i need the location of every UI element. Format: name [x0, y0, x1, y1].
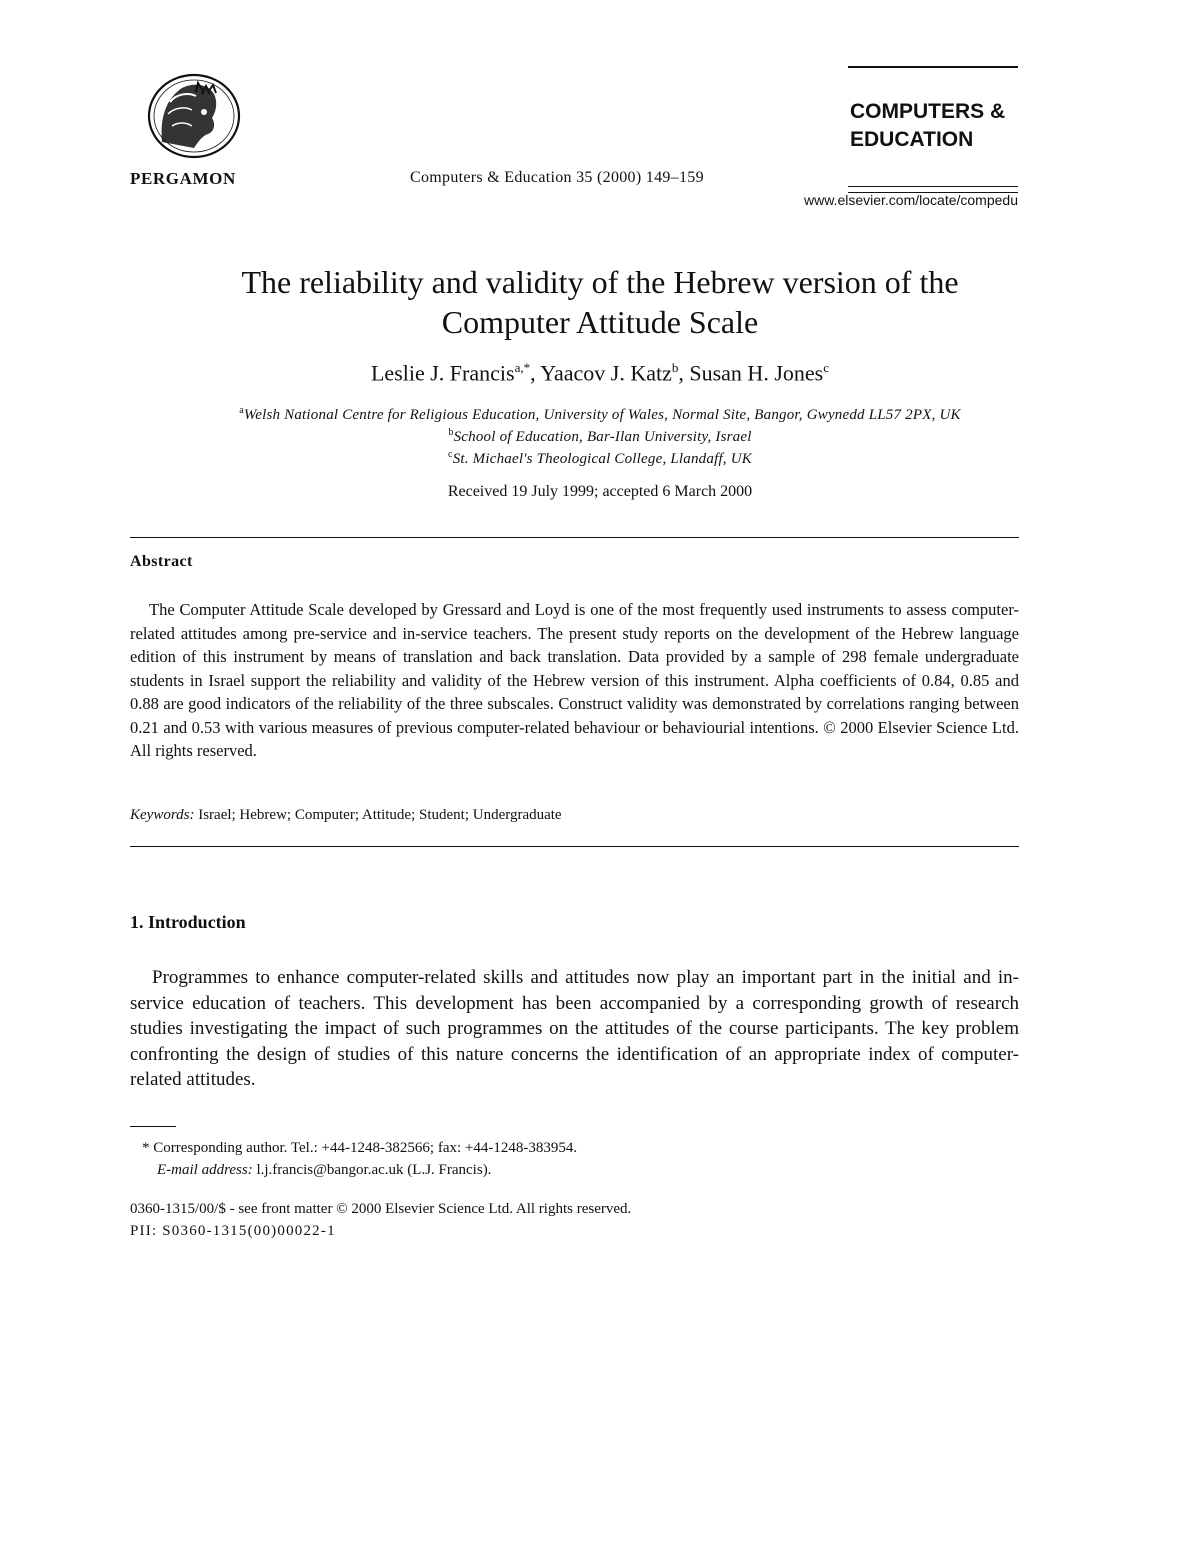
author-separator: , — [678, 360, 690, 386]
journal-name-line1: COMPUTERS & — [850, 100, 1006, 123]
received-dates: Received 19 July 1999; accepted 6 March 2000 — [447, 483, 753, 500]
author-list — [100, 360, 1100, 386]
author-name: Leslie J. Francis — [370, 360, 515, 386]
section-heading-introduction: 1. Introduction — [130, 912, 246, 932]
keywords-label: Keywords: — [130, 807, 195, 823]
affiliation-line — [100, 405, 1100, 424]
pii-line: PII: S0360-1315(00)00022-1 — [130, 1223, 336, 1239]
journal-name — [850, 98, 1018, 154]
journal-citation: Computers & Education 35 (2000) 149–159 — [410, 169, 704, 186]
masthead-top-rule — [848, 66, 1018, 68]
abstract-heading: Abstract — [130, 553, 193, 570]
author-name: Susan H. Jones — [689, 360, 824, 386]
affiliation-text: St. Michael's Theological College, Llandaff, UK — [452, 451, 752, 467]
front-matter-line: 0360-1315/00/$ - see front matter © 2000 Elsevier Science Ltd. All rights reserved. — [130, 1201, 632, 1217]
affiliation-text: Welsh National Centre for Religious Education, University of Wales, Normal Site, Bangor, Gwynedd LL57 2PX, UK — [243, 407, 961, 423]
affiliation-marker: c — [448, 449, 453, 460]
journal-masthead — [848, 66, 1018, 193]
email-footnote — [157, 1162, 491, 1179]
keywords-list: Israel; Hebrew; Computer; Attitude; Student; Undergraduate — [198, 807, 562, 823]
email-address[interactable]: l.j.francis@bangor.ac.uk (L.J. Francis). — [256, 1162, 492, 1178]
author-separator: , — [530, 360, 541, 386]
abstract-top-rule — [130, 537, 1019, 538]
affiliation-line — [100, 449, 1100, 468]
article-title-line2: Computer Attitude Scale — [441, 304, 759, 340]
footnote-rule — [130, 1126, 176, 1127]
corresponding-author-footnote: * Corresponding author. Tel.: +44-1248-382566; fax: +44-1248-383954. — [142, 1140, 578, 1156]
affiliation-text: School of Education, Bar-Ilan University, Israel — [453, 429, 752, 445]
abstract-bottom-rule — [130, 846, 1019, 847]
author-affiliation-marker: c — [823, 360, 829, 375]
affiliation-marker: b — [448, 427, 454, 438]
article-title-line1: The reliability and validity of the Hebrew version of the — [241, 264, 959, 300]
article-title — [100, 262, 1100, 342]
author-affiliation-marker: b — [671, 360, 679, 375]
email-label: E-mail address: — [157, 1162, 253, 1178]
affiliation-line — [100, 427, 1100, 446]
keywords-line — [130, 807, 562, 824]
introduction-paragraph: Programmes to enhance computer-related skills and attitudes now play an important part in the initial and in-service education of teachers. This development has been accompanied by a corresponding growth of research studies investigating the impact of such programmes on the attitudes of the course participants. The key problem confronting the design of studies of this nature concerns the identification of an appropriate index of computer-related attitudes. — [130, 967, 1019, 1090]
abstract-body: The Computer Attitude Scale developed by Gressard and Loyd is one of the most frequently used instruments to assess computer-related attitudes among pre-service and in-service teachers. The present study reports on the development of the Hebrew language edition of this instrument by means of translation and back translation. Data provided by a sample of 298 female undergraduate students in Israel support the reliability and validity of the Hebrew version of this instrument. Alpha coefficients of 0.84, 0.85 and 0.88 are good indicators of the reliability of the three subscales. Construct validity was demonstrated by correlations ranging between 0.21 and 0.53 with various measures of previous computer-related behaviour or behaviourial intentions. © 2000 Elsevier Science Ltd. All rights reserved. — [130, 600, 1019, 760]
affiliation-marker: a — [239, 405, 244, 416]
publisher-logo — [142, 72, 242, 162]
publisher-name: PERGAMON — [130, 169, 236, 188]
journal-url-link[interactable]: www.elsevier.com/locate/compedu — [804, 192, 1018, 208]
author-name: Yaacov J. Katz — [540, 360, 672, 386]
journal-name-line2: EDUCATION — [850, 128, 974, 151]
author-affiliation-marker: a,* — [514, 360, 531, 375]
